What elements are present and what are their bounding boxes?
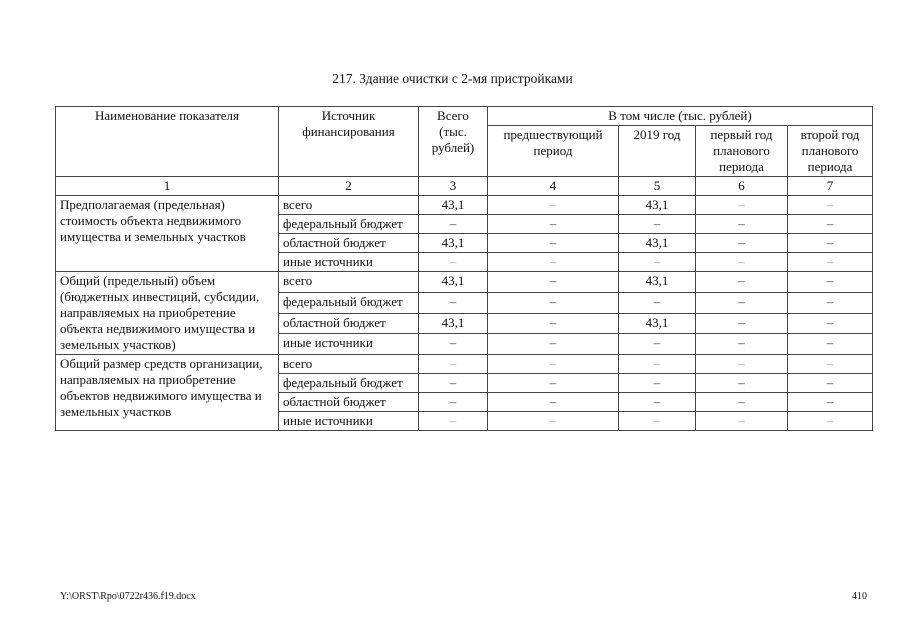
funding-source-cell: всего xyxy=(279,355,419,374)
column-number: 3 xyxy=(419,177,488,196)
funding-source-cell: федеральный бюджет xyxy=(279,292,419,313)
value-cell: 43,1 xyxy=(419,272,488,293)
value-cell: – xyxy=(619,393,696,412)
value-cell: – xyxy=(696,313,788,334)
value-cell: – xyxy=(696,253,788,272)
funding-source-cell: иные источники xyxy=(279,412,419,431)
value-cell: – xyxy=(788,412,873,431)
indicator-name-cell: Предполагаемая (предельная) стоимость объекта недвижимого имущества и земельных участков xyxy=(56,196,279,272)
indicator-name-cell: Общий (предельный) объем (бюджетных инвестиций, субсидии, направляемых на приобретение объекта недвижимого имущества и земельных участков) xyxy=(56,272,279,355)
value-cell: – xyxy=(696,393,788,412)
value-cell: – xyxy=(788,215,873,234)
header-first-plan-year: первый год планового периода xyxy=(696,126,788,177)
value-cell: – xyxy=(788,313,873,334)
table-row xyxy=(56,272,873,293)
value-cell: – xyxy=(788,272,873,293)
column-number-row xyxy=(56,177,873,196)
value-cell: 43,1 xyxy=(619,234,696,253)
value-cell: – xyxy=(488,355,619,374)
value-cell: 43,1 xyxy=(619,313,696,334)
funding-source-cell: федеральный бюджет xyxy=(279,374,419,393)
value-cell: – xyxy=(488,234,619,253)
value-cell: 43,1 xyxy=(419,234,488,253)
value-cell: – xyxy=(488,292,619,313)
header-including-group: В том числе (тыс. рублей) xyxy=(488,107,873,126)
value-cell: – xyxy=(619,215,696,234)
table-row xyxy=(56,196,873,215)
value-cell: – xyxy=(696,334,788,355)
value-cell: – xyxy=(788,292,873,313)
value-cell: – xyxy=(419,334,488,355)
document-title: 217. Здание очистки с 2-мя пристройками xyxy=(332,71,573,86)
value-cell: – xyxy=(419,412,488,431)
value-cell: – xyxy=(696,374,788,393)
value-cell: – xyxy=(488,253,619,272)
value-cell: – xyxy=(788,393,873,412)
value-cell: – xyxy=(619,334,696,355)
funding-source-cell: иные источники xyxy=(279,253,419,272)
value-cell: – xyxy=(488,393,619,412)
value-cell: – xyxy=(419,374,488,393)
value-cell: – xyxy=(488,215,619,234)
value-cell: – xyxy=(788,355,873,374)
footer-file-path: Y:\ORST\Rpo\0722r436.f19.docx xyxy=(60,591,196,602)
value-cell: – xyxy=(619,412,696,431)
column-number: 4 xyxy=(488,177,619,196)
value-cell: – xyxy=(419,355,488,374)
header-total: Всего (тыс. рублей) xyxy=(419,107,488,177)
value-cell: – xyxy=(619,374,696,393)
value-cell: – xyxy=(788,334,873,355)
header-second-plan-year: второй год планового периода xyxy=(788,126,873,177)
value-cell: – xyxy=(419,393,488,412)
value-cell: – xyxy=(619,355,696,374)
column-number: 6 xyxy=(696,177,788,196)
value-cell: – xyxy=(419,215,488,234)
column-number: 2 xyxy=(279,177,419,196)
value-cell: 43,1 xyxy=(419,196,488,215)
footer-page-number: 410 xyxy=(852,591,867,602)
funding-source-cell: всего xyxy=(279,272,419,293)
value-cell: – xyxy=(619,292,696,313)
value-cell: 43,1 xyxy=(419,313,488,334)
value-cell: – xyxy=(788,234,873,253)
column-number: 7 xyxy=(788,177,873,196)
funding-source-cell: иные источники xyxy=(279,334,419,355)
table-row xyxy=(56,355,873,374)
funding-source-cell: областной бюджет xyxy=(279,234,419,253)
financing-table xyxy=(55,106,873,431)
value-cell: – xyxy=(488,272,619,293)
value-cell: – xyxy=(696,272,788,293)
value-cell: – xyxy=(619,253,696,272)
indicator-name-cell: Общий размер средств организации, направляемых на приобретение объектов недвижимого имущества и земельных участков xyxy=(56,355,279,431)
header-funding-source: Источник финансирования xyxy=(279,107,419,177)
value-cell: – xyxy=(488,334,619,355)
funding-source-cell: областной бюджет xyxy=(279,393,419,412)
value-cell: – xyxy=(696,196,788,215)
value-cell: – xyxy=(488,313,619,334)
value-cell: 43,1 xyxy=(619,272,696,293)
value-cell: – xyxy=(696,412,788,431)
funding-source-cell: областной бюджет xyxy=(279,313,419,334)
column-number: 5 xyxy=(619,177,696,196)
value-cell: – xyxy=(488,374,619,393)
value-cell: – xyxy=(788,253,873,272)
funding-source-cell: федеральный бюджет xyxy=(279,215,419,234)
header-year-2019: 2019 год xyxy=(619,126,696,177)
header-indicator-name: Наименование показателя xyxy=(56,107,279,177)
value-cell: – xyxy=(419,292,488,313)
value-cell: – xyxy=(696,355,788,374)
value-cell: – xyxy=(419,253,488,272)
funding-source-cell: всего xyxy=(279,196,419,215)
value-cell: – xyxy=(788,196,873,215)
header-previous-period: предшествующий период xyxy=(488,126,619,177)
value-cell: – xyxy=(488,412,619,431)
table-header-row xyxy=(56,107,873,126)
value-cell: 43,1 xyxy=(619,196,696,215)
value-cell: – xyxy=(788,374,873,393)
value-cell: – xyxy=(696,292,788,313)
value-cell: – xyxy=(696,234,788,253)
value-cell: – xyxy=(488,196,619,215)
column-number: 1 xyxy=(56,177,279,196)
value-cell: – xyxy=(696,215,788,234)
